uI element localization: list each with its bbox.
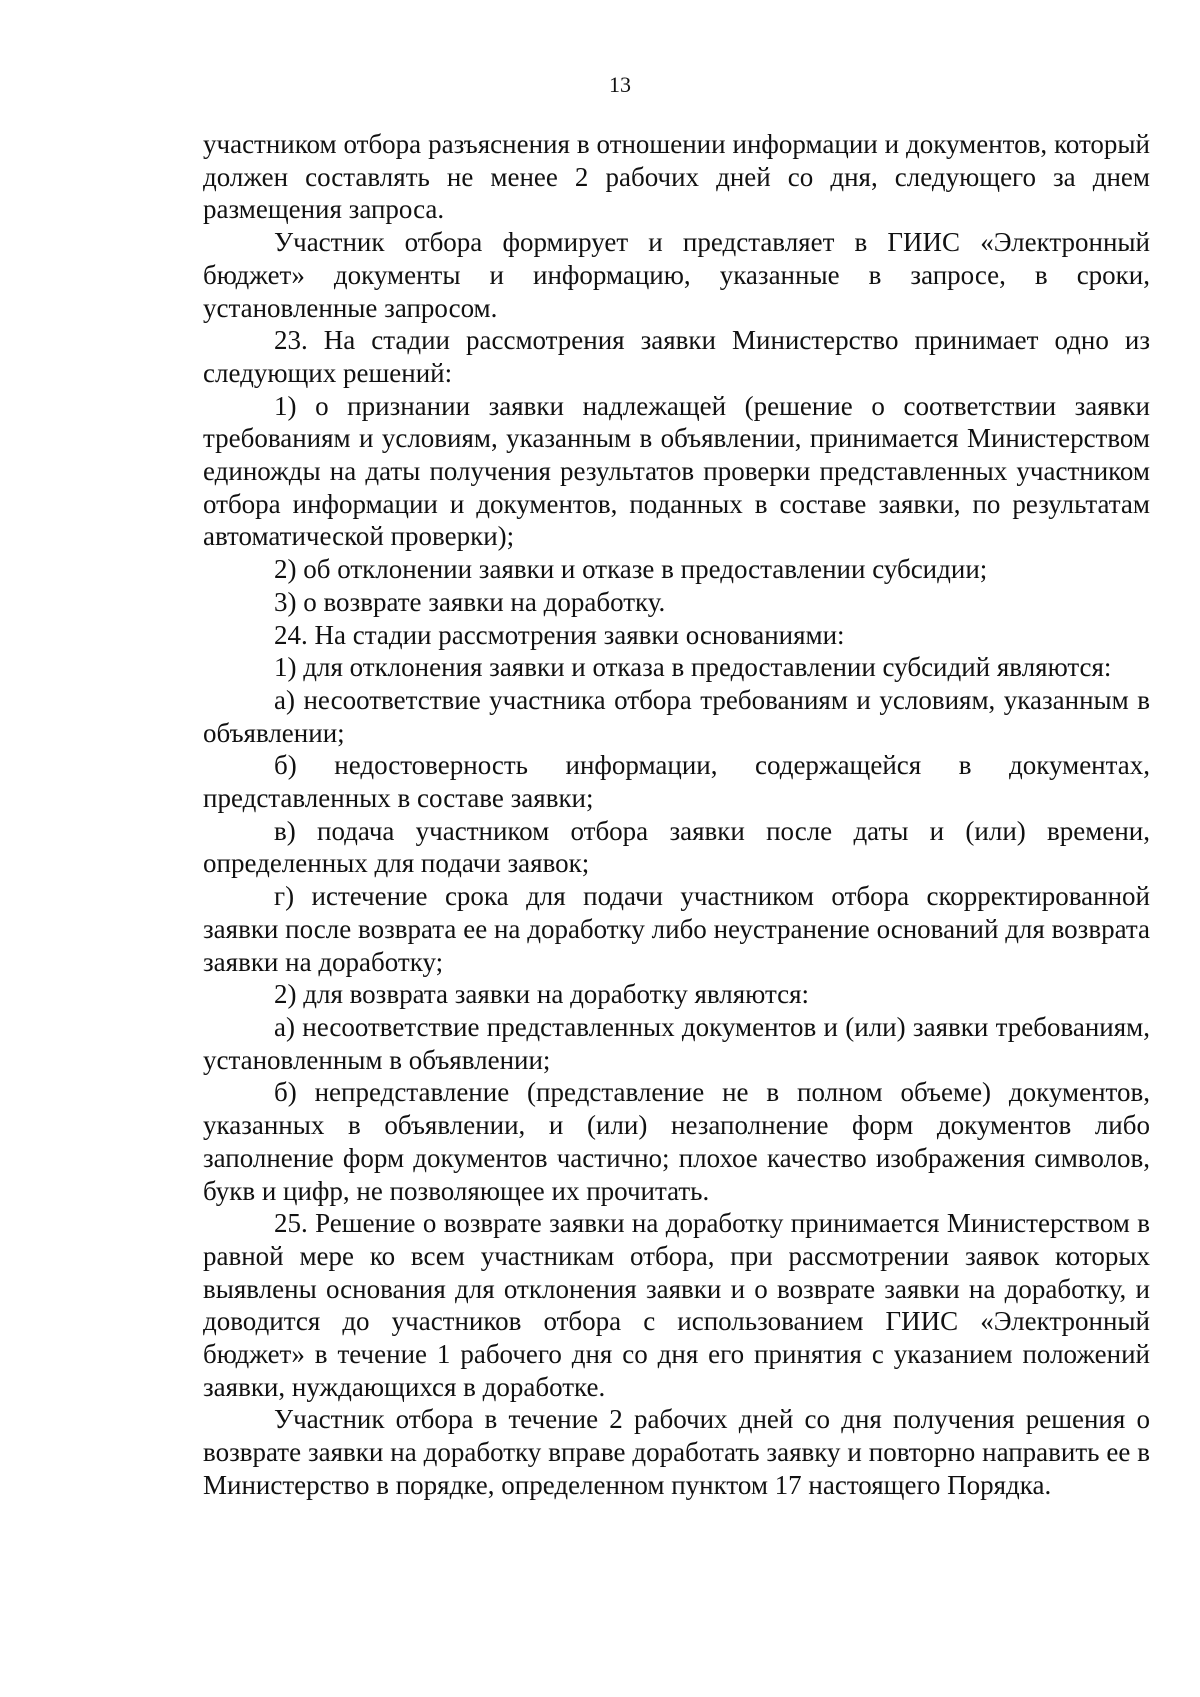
paragraph-clause-23: 23. На стадии рассмотрения заявки Министерство принимает одно из следующих решений: [203,325,1150,388]
paragraph-clause-24: 24. На стадии рассмотрения заявки основаниями: [274,619,845,650]
page-number: 13 [609,72,631,97]
paragraph-clause-24-item-2a: а) несоответствие представленных документов и (или) заявки требованиям, установленным в объявлении; [203,1011,1150,1075]
paragraph-clause-24-item-1b: б) недостоверность информации, содержащейся в документах, представленных в составе заявки; [203,750,1150,814]
paragraph-clause-24-item-1: 1) для отклонения заявки и отказа в предоставлении субсидий являются: [274,652,1112,683]
paragraph-participant-submits: Участник отбора формирует и представляет в ГИИС «Электронный бюджет» документы и информацию, указанные в запросе, в сроки, установленные запросом. [203,227,1150,323]
paragraph-clause-25: 25. Решение о возврате заявки на доработку принимается Министерством в равной мере ко всем участникам отбора, при рассмотрении заявок которых выявлены основания для отклонения заявки и о возврате заявки на доработку, и доводится до участников отбора с использованием ГИИС «Электронный бюджет» в течение 1 рабочего дня со дня его принятия с указанием положений заявки, нуждающихся в доработке. [203,1208,1150,1402]
paragraph-clause-23-item-1: 1) о признании заявки надлежащей (решение о соответствии заявки требованиям и условиям, указанным в объявлении, принимается Министерством единожды на даты получения результатов проверки представленных участником отбора информации и документов, поданных в составе заявки, по результатам автоматической проверки); [203,390,1150,552]
paragraph-clause-23-item-2: 2) об отклонении заявки и отказе в предоставлении субсидии; [274,554,988,585]
document-body [203,128,1150,1502]
paragraph-participant-revises: Участник отбора в течение 2 рабочих дней со дня получения решения о возврате заявки на доработку вправе доработать заявку и повторно направить ее в Министерство в порядке, определенном пунктом 17 настоящего Порядка. [203,1404,1150,1500]
paragraph-clause-24-item-1a: а) несоответствие участника отбора требованиям и условиям, указанным в объявлении; [203,684,1150,748]
paragraph-clause-23-item-3: 3) о возврате заявки на доработку. [274,586,666,617]
paragraph-clause-24-item-1g: г) истечение срока для подачи участником отбора скорректированной заявки после возврата ее на доработку либо неустранение оснований для возврата заявки на доработку; [203,881,1150,977]
paragraph-clause-24-item-2: 2) для возврата заявки на доработку являются: [274,979,810,1010]
paragraph-continuation: участником отбора разъяснения в отношении информации и документов, который должен составлять не менее 2 рабочих дней со дня, следующего за днем размещения запроса. [203,129,1150,225]
paragraph-clause-24-item-1v: в) подача участником отбора заявки после даты и (или) времени, определенных для подачи заявок; [203,815,1150,879]
paragraph-clause-24-item-2b: б) непредставление (представление не в полном объеме) документов, указанных в объявлении, и (или) незаполнение форм документов либо заполнение форм документов частично; плохое качество изображения символов, букв и цифр, не позволяющее их прочитать. [203,1077,1150,1206]
